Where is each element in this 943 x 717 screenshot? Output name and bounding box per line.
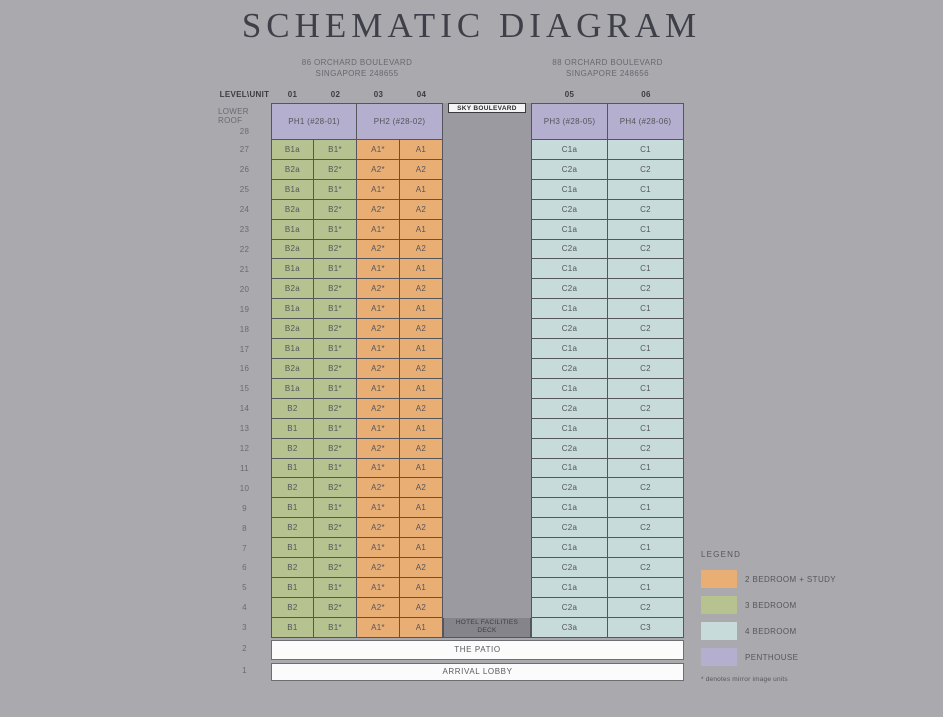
- unit-cell-7-04: A1: [400, 538, 443, 558]
- unit-cell-20-01: B2a: [271, 279, 314, 299]
- level-label-27: 27: [239, 145, 250, 155]
- unit-cell-8-01: B2: [271, 518, 314, 538]
- unit-cell-25-06: C1: [608, 180, 684, 200]
- unit-header-01: 01: [287, 90, 298, 99]
- legend-items: [701, 570, 891, 666]
- unit-cell-13-06: C1: [608, 419, 684, 439]
- unit-cell-20-04: A2: [400, 279, 443, 299]
- level-label-5: 5: [242, 583, 247, 593]
- unit-cell-13-02: B1*: [314, 419, 357, 439]
- unit-cell-12-01: B2: [271, 439, 314, 459]
- unit-cell-8-02: B2*: [314, 518, 357, 538]
- patio-row: THE PATIO: [271, 640, 684, 660]
- unit-cell-16-02: B2*: [314, 359, 357, 379]
- unit-cell-10-06: C2: [608, 478, 684, 498]
- unit-cell-17-05: C1a: [531, 339, 608, 359]
- unit-cell-10-01: B2: [271, 478, 314, 498]
- unit-cell-14-03: A2*: [357, 399, 400, 419]
- unit-cell-14-01: B2: [271, 399, 314, 419]
- unit-cell-19-01: B1a: [271, 299, 314, 319]
- unit-cell-6-01: B2: [271, 558, 314, 578]
- unit-cell-8-05: C2a: [531, 518, 608, 538]
- unit-cell-27-05: C1a: [531, 140, 608, 160]
- unit-header-02: 02: [330, 90, 341, 99]
- unit-cell-13-04: A1: [400, 419, 443, 439]
- building-86-line1: 86 ORCHARD BOULEVARD: [301, 58, 413, 67]
- unit-cell-17-06: C1: [608, 339, 684, 359]
- unit-cell-13-05: C1a: [531, 419, 608, 439]
- building-88-line1: 88 ORCHARD BOULEVARD: [552, 58, 663, 67]
- unit-cell-3-04: A1: [400, 618, 443, 638]
- unit-cell-22-03: A2*: [357, 240, 400, 260]
- unit-cell-9-01: B1: [271, 498, 314, 518]
- penthouse-cell: PH1 (#28-01): [271, 103, 357, 140]
- level-label-text: LOWER ROOF: [218, 107, 249, 125]
- building-86-line2: SINGAPORE 248655: [315, 68, 399, 78]
- unit-cell-25-02: B1*: [314, 180, 357, 200]
- unit-cell-24-05: C2a: [531, 200, 608, 220]
- building-88-line2: SINGAPORE 248656: [566, 68, 649, 78]
- unit-cell-10-05: C2a: [531, 478, 608, 498]
- penthouse-cell: PH3 (#28-05): [531, 103, 608, 140]
- level-label-2: 2: [242, 644, 247, 654]
- legend-swatch-penthouse: [701, 648, 737, 666]
- level-label-26: 26: [239, 165, 250, 175]
- unit-cell-24-02: B2*: [314, 200, 357, 220]
- legend-swatch-2bs: [701, 570, 737, 588]
- unit-cell-12-04: A2: [400, 439, 443, 459]
- level-label-25: 25: [239, 185, 250, 195]
- unit-cell-13-03: A1*: [357, 419, 400, 439]
- hotel-facilities-deck-label: HOTEL FACILITIES DECK: [455, 619, 519, 635]
- unit-cell-5-01: B1: [271, 578, 314, 598]
- unit-cell-21-06: C1: [608, 259, 684, 279]
- unit-cell-15-05: C1a: [531, 379, 608, 399]
- unit-cell-8-06: C2: [608, 518, 684, 538]
- unit-cell-23-06: C1: [608, 220, 684, 240]
- level-label-8: 8: [242, 523, 247, 533]
- unit-cell-7-06: C1: [608, 538, 684, 558]
- unit-cell-11-02: B1*: [314, 459, 357, 479]
- legend-label: 4 BEDROOM: [745, 626, 797, 636]
- unit-cell-26-05: C2a: [531, 160, 608, 180]
- unit-cell-3-02: B1*: [314, 618, 357, 638]
- unit-cell-8-04: A2: [400, 518, 443, 538]
- unit-cell-15-02: B1*: [314, 379, 357, 399]
- unit-cell-14-02: B2*: [314, 399, 357, 419]
- unit-cell-6-03: A2*: [357, 558, 400, 578]
- level-label-7: 7: [242, 543, 247, 553]
- arrival-lobby-row: ARRIVAL LOBBY: [271, 663, 684, 681]
- unit-cell-18-03: A2*: [357, 319, 400, 339]
- level-label-1: 1: [242, 665, 247, 675]
- unit-cell-26-06: C2: [608, 160, 684, 180]
- level-label-21: 21: [239, 264, 250, 274]
- page-title: SCHEMATIC DIAGRAM: [241, 6, 702, 45]
- unit-cell-24-01: B2a: [271, 200, 314, 220]
- unit-cell-15-01: B1a: [271, 379, 314, 399]
- unit-cell-18-05: C2a: [531, 319, 608, 339]
- unit-cell-9-05: C1a: [531, 498, 608, 518]
- legend-item-4bed: [701, 622, 891, 640]
- level-label-23: 23: [239, 225, 250, 235]
- unit-cell-19-03: A1*: [357, 299, 400, 319]
- unit-cell-3-01: B1: [271, 618, 314, 638]
- legend-swatch-4bed: [701, 622, 737, 640]
- unit-cell-23-04: A1: [400, 220, 443, 240]
- level-label-15: 15: [239, 384, 250, 394]
- unit-cell-21-04: A1: [400, 259, 443, 279]
- unit-cell-27-04: A1: [400, 140, 443, 160]
- unit-cell-22-06: C2: [608, 240, 684, 260]
- unit-cell-21-01: B1a: [271, 259, 314, 279]
- unit-cell-11-05: C1a: [531, 459, 608, 479]
- unit-header-04: 04: [416, 90, 427, 99]
- penthouse-cell: PH2 (#28-02): [357, 103, 443, 140]
- level-label-24: 24: [239, 205, 250, 215]
- unit-cell-22-05: C2a: [531, 240, 608, 260]
- unit-cell-4-05: C2a: [531, 598, 608, 618]
- unit-cell-23-03: A1*: [357, 220, 400, 240]
- unit-cell-5-04: A1: [400, 578, 443, 598]
- unit-cell-16-01: B2a: [271, 359, 314, 379]
- unit-cell-12-06: C2: [608, 439, 684, 459]
- unit-cell-9-06: C1: [608, 498, 684, 518]
- unit-cell-21-03: A1*: [357, 259, 400, 279]
- unit-cell-26-01: B2a: [271, 160, 314, 180]
- unit-cell-14-04: A2: [400, 399, 443, 419]
- unit-cell-4-01: B2: [271, 598, 314, 618]
- level-label-3: 3: [242, 623, 247, 633]
- unit-cell-20-03: A2*: [357, 279, 400, 299]
- unit-cell-11-01: B1: [271, 459, 314, 479]
- unit-cell-10-04: A2: [400, 478, 443, 498]
- unit-cell-7-03: A1*: [357, 538, 400, 558]
- unit-cell-17-01: B1a: [271, 339, 314, 359]
- unit-cell-12-03: A2*: [357, 439, 400, 459]
- unit-cell-18-01: B2a: [271, 319, 314, 339]
- unit-cell-25-04: A1: [400, 180, 443, 200]
- unit-cell-17-02: B1*: [314, 339, 357, 359]
- unit-cell-3-06: C3: [608, 618, 684, 638]
- unit-cell-6-04: A2: [400, 558, 443, 578]
- unit-cell-22-02: B2*: [314, 240, 357, 260]
- unit-cell-20-05: C2a: [531, 279, 608, 299]
- unit-cell-25-03: A1*: [357, 180, 400, 200]
- unit-cell-8-03: A2*: [357, 518, 400, 538]
- unit-cell-6-02: B2*: [314, 558, 357, 578]
- hotel-facilities-deck-cell: [443, 618, 531, 638]
- level-label-14: 14: [239, 404, 250, 414]
- level-label-16: 16: [239, 364, 250, 374]
- unit-cell-23-05: C1a: [531, 220, 608, 240]
- unit-cell-20-06: C2: [608, 279, 684, 299]
- unit-cell-5-02: B1*: [314, 578, 357, 598]
- unit-cell-14-06: C2: [608, 399, 684, 419]
- level-label-12: 12: [239, 444, 250, 454]
- unit-cell-18-06: C2: [608, 319, 684, 339]
- unit-cell-19-06: C1: [608, 299, 684, 319]
- unit-cell-7-05: C1a: [531, 538, 608, 558]
- unit-cell-15-04: A1: [400, 379, 443, 399]
- unit-cell-26-02: B2*: [314, 160, 357, 180]
- unit-cell-27-06: C1: [608, 140, 684, 160]
- unit-cell-11-06: C1: [608, 459, 684, 479]
- unit-cell-10-02: B2*: [314, 478, 357, 498]
- unit-cell-11-04: A1: [400, 459, 443, 479]
- unit-cell-3-05: C3a: [531, 618, 608, 638]
- unit-cell-7-01: B1: [271, 538, 314, 558]
- unit-header-03: 03: [373, 90, 384, 99]
- legend-item-3bed: [701, 596, 891, 614]
- level-label-6: 6: [242, 563, 247, 573]
- level-label-11: 11: [240, 463, 249, 473]
- unit-cell-15-03: A1*: [357, 379, 400, 399]
- legend: [701, 550, 891, 683]
- level-label-20: 20: [239, 284, 250, 294]
- unit-cell-16-06: C2: [608, 359, 684, 379]
- unit-cell-19-02: B1*: [314, 299, 357, 319]
- unit-cell-16-03: A2*: [357, 359, 400, 379]
- schematic-grid: [218, 86, 684, 681]
- unit-cell-16-05: C2a: [531, 359, 608, 379]
- unit-cell-16-04: A2: [400, 359, 443, 379]
- legend-label: PENTHOUSE: [745, 652, 799, 662]
- legend-title: LEGEND: [701, 550, 742, 559]
- unit-cell-4-06: C2: [608, 598, 684, 618]
- unit-cell-7-02: B1*: [314, 538, 357, 558]
- unit-cell-17-03: A1*: [357, 339, 400, 359]
- unit-cell-26-03: A2*: [357, 160, 400, 180]
- unit-cell-9-02: B1*: [314, 498, 357, 518]
- unit-cell-3-03: A1*: [357, 618, 400, 638]
- legend-swatch-3bed: [701, 596, 737, 614]
- legend-item-penthouse: [701, 648, 891, 666]
- level-label-13: 13: [239, 424, 250, 434]
- unit-cell-24-03: A2*: [357, 200, 400, 220]
- level-unit-corner-label: LEVEL\UNIT: [219, 90, 270, 99]
- penthouse-cell: PH4 (#28-06): [608, 103, 684, 140]
- unit-cell-6-05: C2a: [531, 558, 608, 578]
- unit-cell-19-04: A1: [400, 299, 443, 319]
- unit-cell-27-01: B1a: [271, 140, 314, 160]
- unit-cell-9-04: A1: [400, 498, 443, 518]
- unit-cell-21-02: B1*: [314, 259, 357, 279]
- sky-boulevard-label: SKY BOULEVARD: [448, 103, 525, 113]
- gap-column: [443, 103, 531, 618]
- unit-cell-4-03: A2*: [357, 598, 400, 618]
- unit-cell-19-05: C1a: [531, 299, 608, 319]
- unit-cell-13-01: B1: [271, 419, 314, 439]
- unit-cell-10-03: A2*: [357, 478, 400, 498]
- level-label-19: 19: [239, 304, 250, 314]
- unit-cell-12-05: C2a: [531, 439, 608, 459]
- unit-cell-6-06: C2: [608, 558, 684, 578]
- unit-cell-20-02: B2*: [314, 279, 357, 299]
- unit-cell-4-04: A2: [400, 598, 443, 618]
- unit-cell-22-01: B2a: [271, 240, 314, 260]
- building-86-address: [271, 58, 443, 80]
- level-label-22: 22: [239, 244, 250, 254]
- unit-cell-5-03: A1*: [357, 578, 400, 598]
- unit-cell-18-04: A2: [400, 319, 443, 339]
- unit-cell-18-02: B2*: [314, 319, 357, 339]
- unit-cell-14-05: C2a: [531, 399, 608, 419]
- legend-label: 2 BEDROOM + STUDY: [745, 574, 837, 584]
- unit-cell-25-01: B1a: [271, 180, 314, 200]
- level-label-lower-roof-28: [218, 103, 271, 140]
- level-label-18: 18: [239, 324, 250, 334]
- level-label-9: 9: [242, 503, 247, 513]
- building-88-address: [531, 58, 684, 80]
- unit-cell-24-06: C2: [608, 200, 684, 220]
- unit-cell-26-04: A2: [400, 160, 443, 180]
- unit-header-05: 05: [564, 90, 575, 99]
- unit-cell-23-02: B1*: [314, 220, 357, 240]
- level-label-text: 28: [239, 127, 250, 136]
- unit-cell-25-05: C1a: [531, 180, 608, 200]
- unit-cell-11-03: A1*: [357, 459, 400, 479]
- legend-footnote: * denotes mirror image units: [701, 676, 788, 683]
- unit-cell-21-05: C1a: [531, 259, 608, 279]
- unit-cell-22-04: A2: [400, 240, 443, 260]
- unit-cell-9-03: A1*: [357, 498, 400, 518]
- unit-cell-17-04: A1: [400, 339, 443, 359]
- level-label-4: 4: [242, 603, 247, 613]
- legend-item-2bs: [701, 570, 891, 588]
- level-label-17: 17: [239, 344, 250, 354]
- unit-cell-4-02: B2*: [314, 598, 357, 618]
- unit-cell-27-02: B1*: [314, 140, 357, 160]
- unit-cell-15-06: C1: [608, 379, 684, 399]
- unit-cell-5-05: C1a: [531, 578, 608, 598]
- unit-cell-12-02: B2*: [314, 439, 357, 459]
- unit-cell-5-06: C1: [608, 578, 684, 598]
- unit-cell-23-01: B1a: [271, 220, 314, 240]
- unit-header-06: 06: [641, 90, 651, 99]
- legend-label: 3 BEDROOM: [745, 600, 797, 610]
- unit-cell-27-03: A1*: [357, 140, 400, 160]
- unit-cell-24-04: A2: [400, 200, 443, 220]
- level-label-10: 10: [239, 483, 250, 493]
